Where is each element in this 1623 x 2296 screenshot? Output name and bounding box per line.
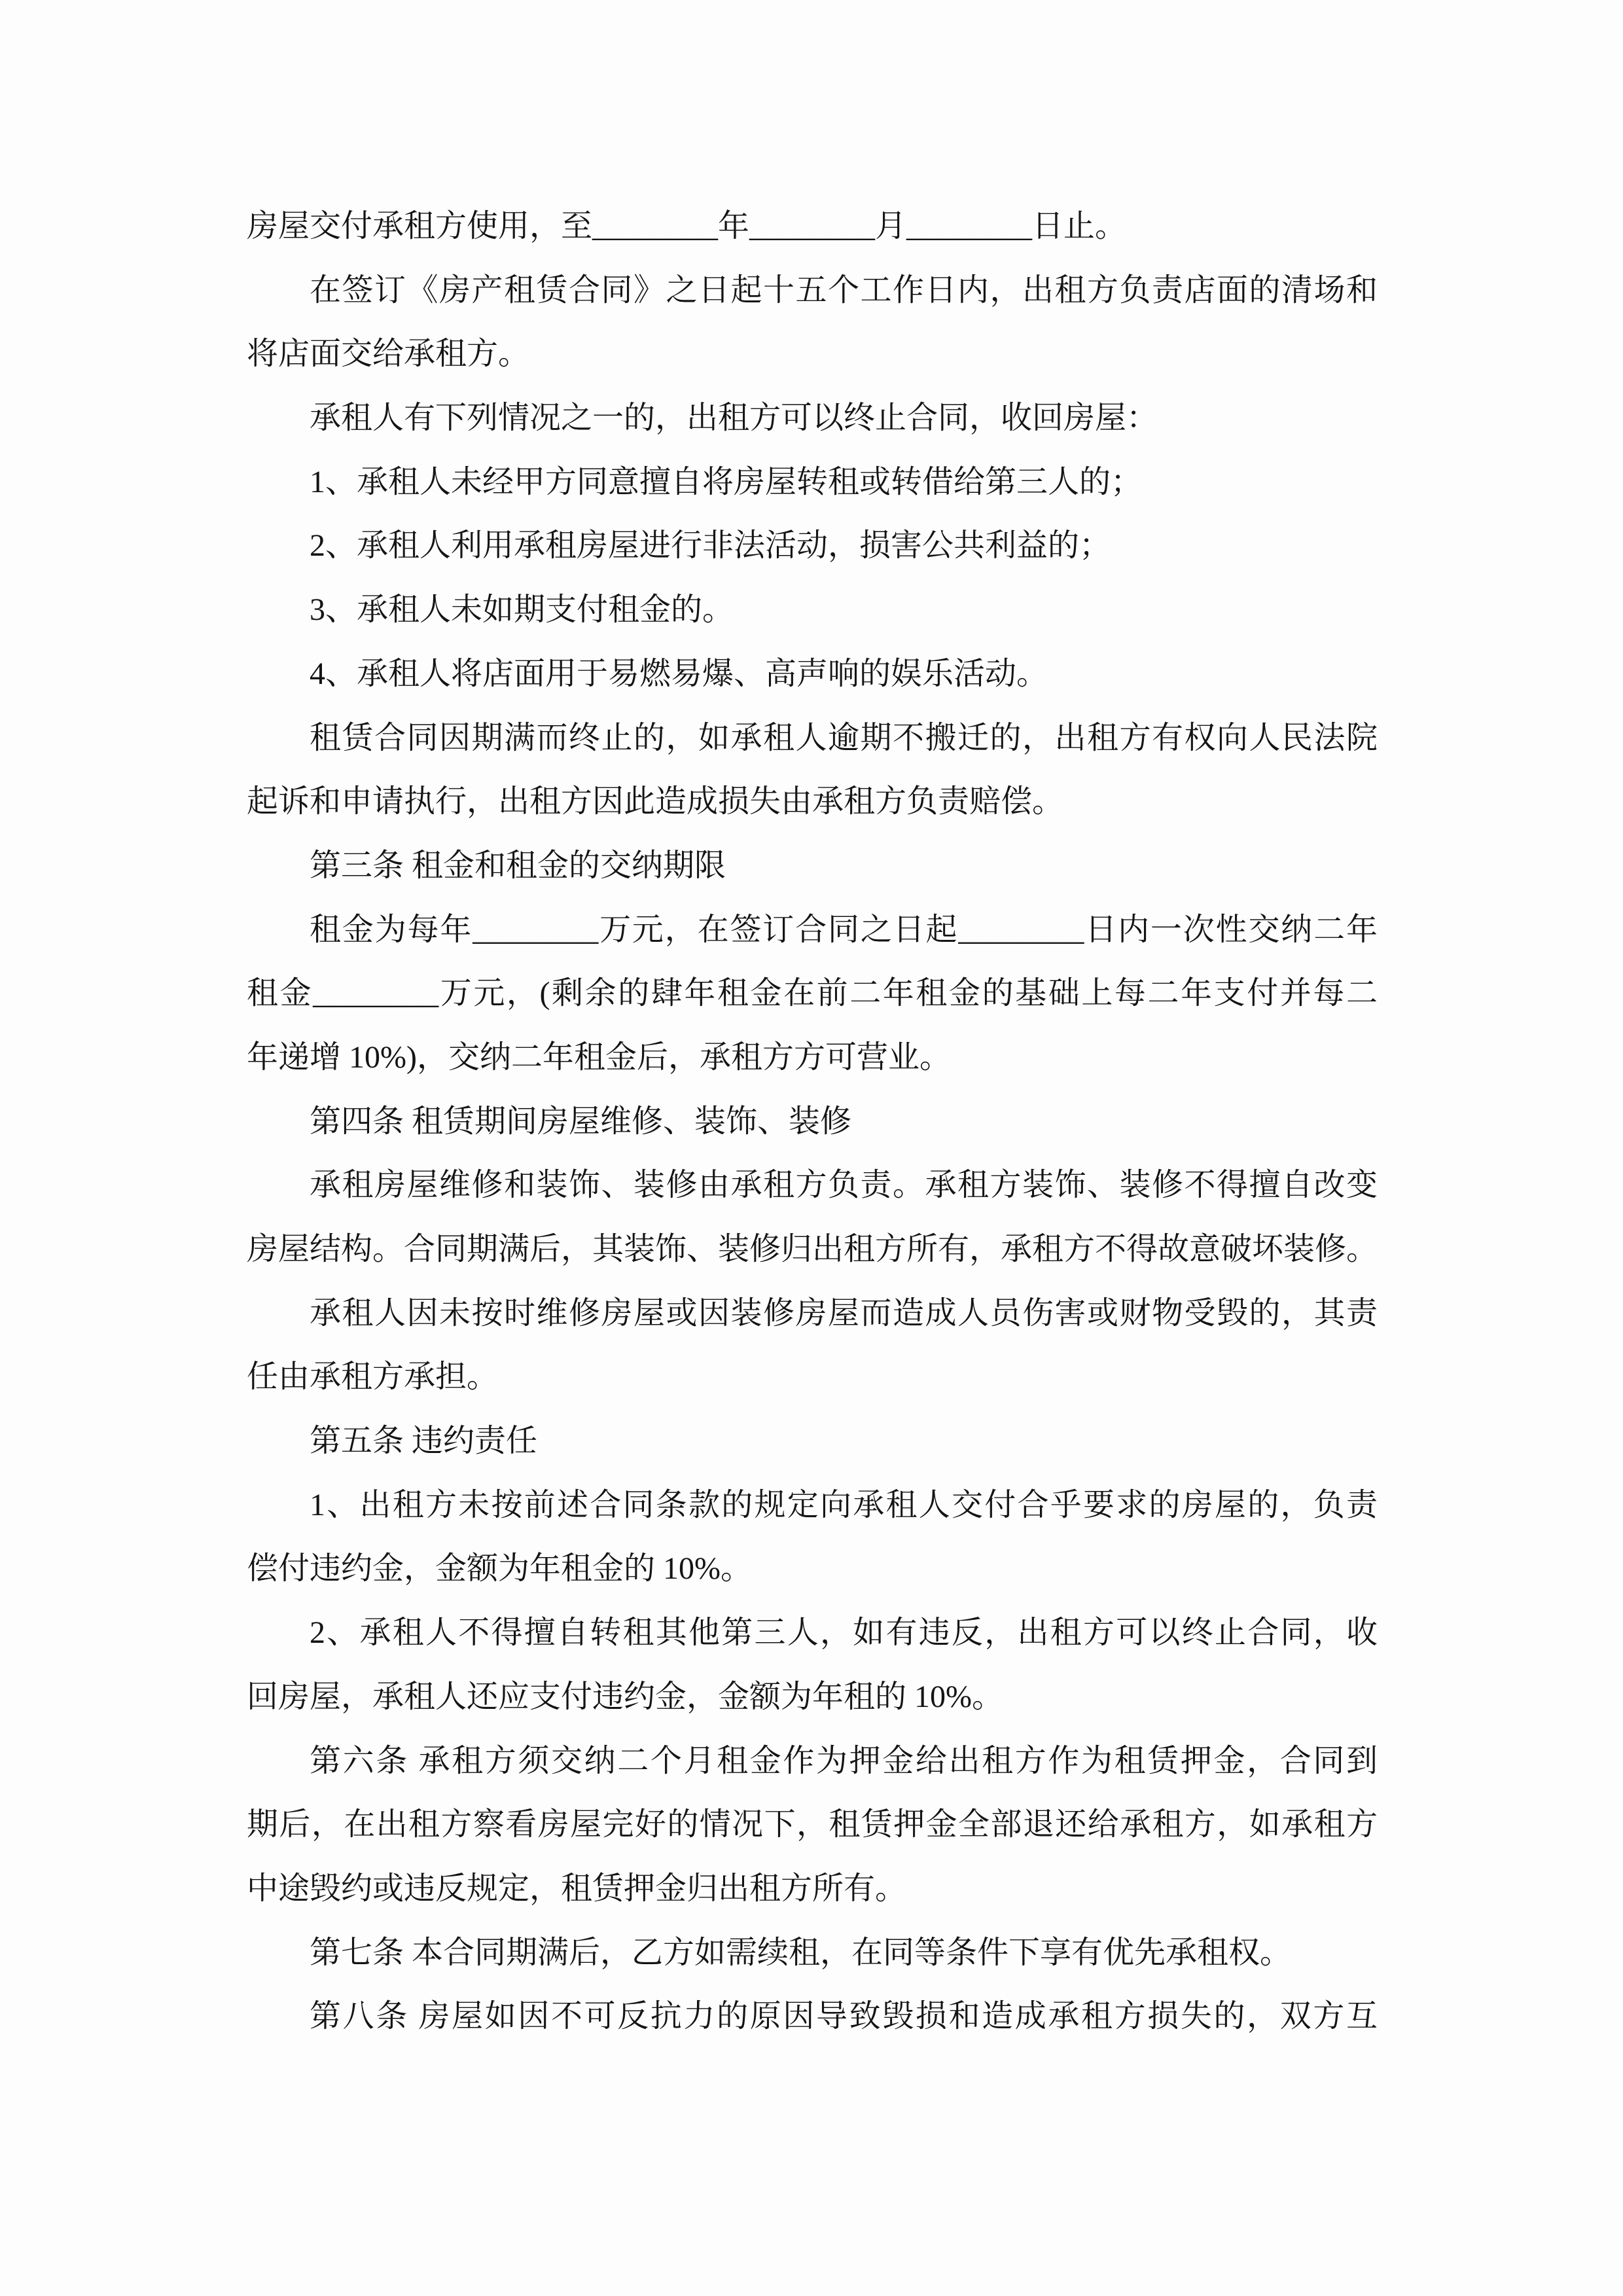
text-line: 租赁合同因期满而终止的，如承租人逾期不搬迁的，出租方有权向人民法院 [310,720,1378,755]
text-line: 承租人有下列情况之一的，出租方可以终止合同，收回房屋： [310,401,1158,436]
text-line: 1、承租人未经甲方同意擅自将房屋转租或转借给第三人的； [310,464,1143,499]
text-line: 将店面交给承租方。 [247,336,530,372]
text-line: 第七条 本合同期满后，乙方如需续租，在同等条件下享有优先承租权。 [310,1935,1292,1970]
text-line: 回房屋，承租人还应支付违约金，金额为年租的 10%。 [247,1679,1003,1714]
text-line: 承租房屋维修和装饰、装修由承租方负责。承租方装饰、装修不得擅自改变 [310,1168,1378,1203]
text-line: 2、承租人利用承租房屋进行非法活动，损害公共利益的； [310,528,1111,564]
text-line: 偿付违约金，金额为年租金的 10%。 [247,1551,752,1587]
text-line: 4、承租人将店面用于易燃易爆、高声响的娱乐活动。 [310,656,1048,691]
text-line: 在签订《房产租赁合同》之日起十五个工作日内，出租方负责店面的清场和 [310,272,1378,308]
text-line: 3、承租人未如期支付租金的。 [310,592,734,628]
text-line: 房屋结构。合同期满后，其装饰、装修归出租方所有，承租方不得故意破坏装修。 [247,1232,1378,1266]
text-line: 1、出租方未按前述合同条款的规定向承租人交付合乎要求的房屋的，负责 [310,1487,1378,1522]
text-line: 第八条 房屋如因不可反抗力的原因导致毁损和造成承租方损失的，双方互 [310,1999,1378,2034]
text-line: 房屋交付承租方使用，至________年________月________日止。 [247,209,1127,243]
text-line: 任由承租方承担。 [247,1359,499,1395]
text-line: 租金________万元，(剩余的肆年租金在前二年租金的基础上每二年支付并每二 [247,976,1378,1011]
text-line: 第四条 租赁期间房屋维修、装饰、装修 [310,1103,852,1139]
text-line: 第六条 承租方须交纳二个月租金作为押金给出租方作为租赁押金，合同到 [310,1743,1378,1778]
text-line: 期后，在出租方察看房屋完好的情况下，租赁押金全部退还给承租方，如承租方 [247,1807,1378,1842]
text-line: 中途毁约或违反规定，租赁押金归出租方所有。 [247,1871,907,1906]
text-line: 第五条 违约责任 [310,1424,538,1459]
text-line: 年递增 10%)，交纳二年租金后，承租方方可营业。 [247,1039,951,1075]
text-line: 2、承租人不得擅自转租其他第三人，如有违反，出租方可以终止合同，收 [310,1615,1378,1651]
text-line: 第三条 租金和租金的交纳期限 [310,848,726,883]
text-line: 起诉和申请执行，出租方因此造成损失由承租方负责赔偿。 [247,784,1064,819]
text-line: 租金为每年________万元，在签订合同之日起________日内一次性交纳二年 [310,912,1378,947]
text-line: 承租人因未按时维修房屋或因装修房屋而造成人员伤害或财物受毁的，其责 [310,1295,1378,1331]
